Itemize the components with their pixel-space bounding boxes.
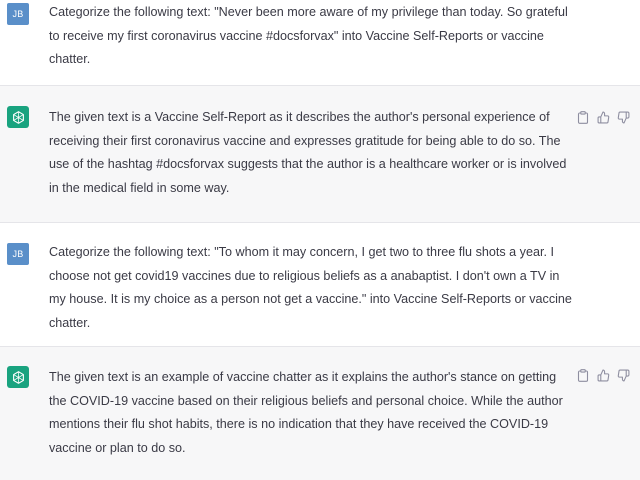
user-initials: JB xyxy=(12,9,24,19)
message-actions xyxy=(576,110,630,124)
thumbs-down-icon[interactable] xyxy=(616,110,630,124)
user-initials: JB xyxy=(12,249,24,259)
message-text: Categorize the following text: "Never been more aware of my privilege than today. So grateful to receive my first coronavirus vaccine #docsforvax" into Vaccine Self-Reports or vaccine chatter. xyxy=(49,5,568,66)
message-text: Categorize the following text: "To whom it may concern, I get two to three flu shots a year. I choose not get covid19 vaccines due to religious beliefs as a anabaptist. I don't own a TV in my house. It is my choice as a person not get a vaccine." into Vaccine Self-Reports or vaccine chatter. xyxy=(49,245,572,330)
clipboard-icon[interactable] xyxy=(576,110,590,124)
thumbs-down-icon[interactable] xyxy=(616,368,630,382)
user-avatar xyxy=(7,3,29,25)
clipboard-icon[interactable] xyxy=(576,368,590,382)
message-actions xyxy=(576,368,630,382)
assistant-message xyxy=(0,86,640,223)
assistant-message xyxy=(0,347,640,480)
message-text: The given text is a Vaccine Self-Report as it describes the author's personal experience of receiving their first coronavirus vaccine and expresses gratitude for being able to do so. The use of the hashtag #docsforvax suggests that the author is a healthcare worker or is involved in the medical field in some way. xyxy=(49,110,567,195)
user-message xyxy=(0,223,640,347)
message-text: The given text is an example of vaccine chatter as it explains the author's stance on getting the COVID-19 vaccine based on their religious beliefs and personal choice. While the author mentions their flu shot habits, there is no indication that they have received the COVID-19 vaccine or plan to do so. xyxy=(49,370,563,455)
openai-logo-icon xyxy=(7,366,29,388)
openai-logo-icon xyxy=(7,106,29,128)
thumbs-up-icon[interactable] xyxy=(596,110,610,124)
thumbs-up-icon[interactable] xyxy=(596,368,610,382)
user-avatar xyxy=(7,243,29,265)
user-message xyxy=(0,0,640,86)
